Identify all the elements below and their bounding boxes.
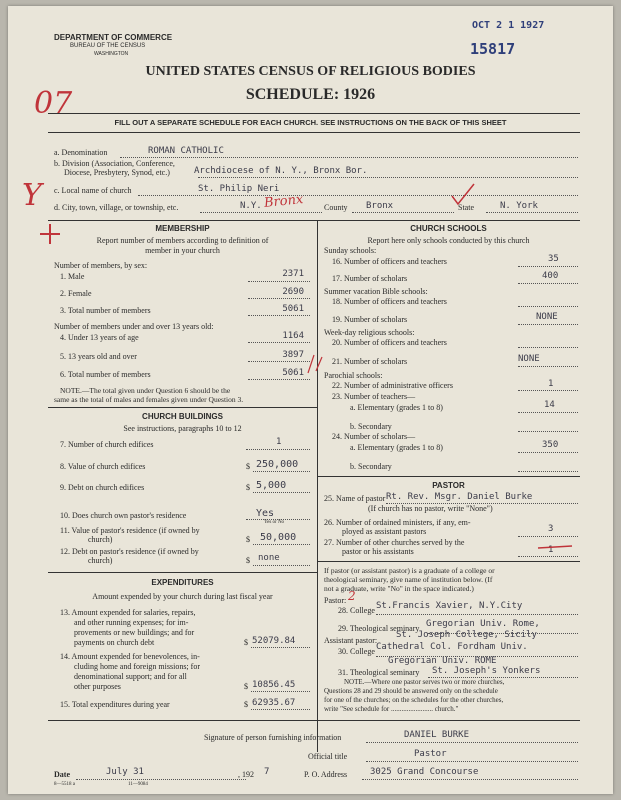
residence-value-amount: 50,000 — [260, 532, 297, 543]
header-rule-2 — [48, 132, 580, 133]
census-schedule-page — [8, 6, 613, 794]
edifices-value-amount: 250,000 — [256, 459, 299, 470]
residence-value-dollar: $ — [246, 535, 250, 544]
elementary-scholars-value: 350 — [542, 440, 559, 450]
female-value: 2690 — [282, 287, 304, 297]
official-title-label: Official title — [308, 752, 348, 761]
owns-residence-label: 10. Does church own pastor's residence — [60, 511, 187, 520]
membership-note-1: NOTE.—The total given under Question 6 should be the — [60, 386, 231, 395]
sunday-scholars-label: 17. Number of scholars — [332, 274, 408, 283]
female-label: 2. Female — [60, 289, 92, 298]
schedule-title: SCHEDULE: 1926 — [245, 86, 376, 103]
total-members-value-1: 5061 — [282, 304, 304, 314]
over-13-value: 3897 — [282, 350, 304, 360]
assistants-line — [518, 536, 578, 537]
elementary-teachers-value: 14 — [544, 400, 555, 410]
pastor-college-line — [376, 614, 578, 615]
under-13-line — [248, 342, 310, 343]
buildings-intro: See instructions, paragraphs 10 to 12 — [123, 424, 242, 433]
county-line — [352, 212, 454, 213]
city-line — [200, 212, 322, 213]
over-13-line — [248, 361, 310, 362]
assistant-college-value: Cathedral Col. Fordham Univ. — [376, 642, 528, 652]
male-label: 1. Male — [60, 272, 85, 281]
parochial-schools-head: Parochial schools: — [324, 371, 383, 380]
schools-bottom-rule — [317, 476, 580, 477]
running-expenses-label-1: 13. Amount expended for salaries, repairs, — [60, 608, 196, 617]
edifices-value-line — [253, 471, 310, 472]
signature-label: Signature of person furnishing information — [204, 733, 342, 742]
residence-debt-dollar: $ — [246, 556, 250, 565]
date-line — [76, 779, 246, 780]
division-line — [198, 177, 578, 178]
assistants-label-2: ployed as assistant pastors — [342, 527, 427, 536]
assistant-college-extra: St. Joseph College, Sicily — [396, 630, 537, 640]
pastor-education-head: Pastor: — [324, 596, 347, 605]
assistant-education-head: Assistant pastor: — [324, 636, 378, 645]
pastor-college-label: 28. College — [338, 606, 375, 615]
assistant-seminary-label: 31. Theological seminary — [338, 668, 420, 677]
sunday-teachers-label: 16. Number of officers and teachers — [332, 257, 447, 266]
residence-debt-label-2: church) — [88, 556, 113, 565]
members-by-sex-head: Number of members, by sex: — [54, 261, 148, 270]
denomination-label: a. Denomination — [54, 148, 108, 157]
division-label-1: b. Division (Association, Conference, — [54, 159, 175, 168]
city-handwritten: Bronx — [263, 191, 304, 212]
form-title: UNITED STATES CENSUS OF RELIGIOUS BODIES — [145, 64, 476, 79]
education-intro-3: not a graduate, write "No" in the space indicated.) — [324, 584, 474, 593]
signature-line — [366, 742, 578, 743]
sunday-schools-head: Sunday schools: — [324, 246, 377, 255]
date-value: July 31 — [106, 767, 144, 777]
admin-officers-value: 1 — [548, 379, 554, 389]
vacation-scholars-value: NONE — [536, 312, 558, 322]
total-expenditures-amount: 62935.67 — [252, 698, 296, 708]
pastor-seminary-label: 29. Theological seminary — [338, 624, 420, 633]
county-label: County — [324, 203, 348, 212]
red-underline-mark — [536, 542, 576, 554]
department-name: DEPARTMENT OF COMMERCE — [54, 33, 173, 42]
assistants-value: 3 — [548, 524, 554, 534]
vacation-teachers-label: 18. Number of officers and teachers — [332, 297, 447, 306]
bureau-name: BUREAU OF THE CENSUS — [70, 43, 146, 49]
running-expenses-line — [251, 647, 310, 648]
running-expenses-label-3: provements or new buildings; and for — [74, 628, 195, 637]
total-members-value-2: 5061 — [282, 368, 304, 378]
church-name-label: c. Local name of church — [54, 186, 132, 195]
expenditures-intro: Amount expended by your church during last fiscal year — [92, 592, 273, 601]
benevolences-amount: 10856.45 — [252, 680, 296, 690]
po-address-line — [362, 779, 578, 780]
edifices-value-label: 8. Value of church edifices — [60, 462, 146, 471]
edifices-debt-dollar: $ — [246, 483, 250, 492]
division-label-2: Diocese, Presbytery, Synod, etc.) — [64, 168, 170, 177]
pastor-name-label: 25. Name of pastor — [324, 494, 386, 503]
edifices-debt-line — [253, 492, 310, 493]
secondary-scholars-label: b. Secondary — [350, 462, 392, 471]
vacation-scholars-line — [518, 324, 578, 325]
benevolences-line — [251, 691, 310, 692]
schools-intro: Report here only schools conducted by this church — [367, 236, 530, 245]
expenditures-title: EXPENDITURES — [151, 578, 214, 587]
residence-debt-label-1: 12. Debt on pastor's residence (if owned by — [60, 547, 199, 556]
division-value: Archdiocese of N. Y., Bronx Bor. — [194, 166, 368, 176]
weekday-teachers-line — [518, 347, 578, 348]
assistant-college-value-2: Gregorian Univ. ROME — [388, 656, 497, 666]
residence-value-label-1: 11. Value of pastor's residence (if owned by — [60, 526, 200, 535]
benevolences-dollar: $ — [244, 682, 248, 691]
city-label: d. City, town, village, or township, etc. — [54, 203, 179, 212]
sunday-scholars-line — [518, 283, 578, 284]
over-13-label: 5. 13 years old and over — [60, 352, 137, 361]
edifices-count-label: 7. Number of church edifices — [60, 440, 154, 449]
year-prefix: , 192 — [238, 770, 254, 779]
other-churches-label-1: 27. Number of other churches served by the — [324, 538, 465, 547]
weekday-schools-head: Week-day religious schools: — [324, 328, 415, 337]
pastor-name-hint: (If church has no pastor, write "None") — [368, 504, 493, 513]
pastor-note-4: write "See schedule for ........................ church." — [324, 705, 459, 713]
pastor-note-2: Questions 28 and 29 should be answered only on the schedule — [324, 687, 498, 695]
assistant-college-label: 30. College — [338, 647, 375, 656]
received-date-stamp: OCT 2 1 1927 — [472, 20, 545, 31]
scholars-head: 24. Number of scholars— — [332, 432, 416, 441]
teachers-head: 23. Number of teachers— — [332, 392, 416, 401]
benevolences-label-2: cluding home and foreign missions; for — [74, 662, 200, 671]
total-members-label-1: 3. Total number of members — [60, 306, 151, 315]
sunday-teachers-line — [518, 266, 578, 267]
total-members-line-2 — [248, 379, 310, 380]
vacation-schools-head: Summer vacation Bible schools: — [324, 287, 428, 296]
elementary-scholars-label: a. Elementary (grades 1 to 8) — [350, 443, 443, 452]
yes-no-hint: Yes or No — [264, 520, 285, 525]
membership-bottom-rule — [48, 407, 317, 408]
schools-title: CHURCH SCHOOLS — [410, 224, 487, 233]
members-by-age-head: Number of members under and over 13 years old: — [54, 322, 214, 331]
benevolences-label-1: 14. Amount expended for benevolences, in- — [60, 652, 200, 661]
running-expenses-dollar: $ — [244, 638, 248, 647]
total-members-label-2: 6. Total number of members — [60, 370, 151, 379]
form-number: 8—5518 a — [54, 782, 75, 787]
state-line — [486, 212, 578, 213]
other-churches-line — [518, 556, 578, 557]
other-churches-label-2: pastor or his assistants — [342, 547, 414, 556]
sunday-scholars-value: 400 — [542, 271, 559, 281]
running-expenses-label-2: and other running expenses; for im- — [74, 618, 189, 627]
edifices-debt-label: 9. Debt on church edifices — [60, 483, 145, 492]
female-line — [248, 298, 310, 299]
admin-officers-label: 22. Number of administrative officers — [332, 381, 453, 390]
education-intro-1: If pastor (or assistant pastor) is a graduate of a college or — [324, 566, 495, 575]
county-value: Bronx — [366, 201, 394, 211]
buildings-title: CHURCH BUILDINGS — [142, 412, 223, 421]
membership-note-2: same as the total of males and females given under Question 3. — [54, 395, 244, 404]
pastor-seminary-value: Gregorian Univ. Rome, — [426, 619, 540, 629]
edifices-value-dollar: $ — [246, 462, 250, 471]
print-number: 11—9084 — [128, 782, 148, 787]
residence-value-line — [253, 544, 310, 545]
city-value: N.Y. — [240, 201, 262, 211]
buildings-bottom-rule — [48, 572, 317, 573]
header-rule — [48, 113, 580, 114]
sections-bottom-rule — [48, 720, 580, 721]
secondary-teachers-label: b. Secondary — [350, 422, 392, 431]
year-digit: 7 — [264, 767, 270, 777]
membership-intro-1: Report number of members according to definition of — [96, 236, 269, 245]
denomination-line — [120, 157, 578, 158]
vacation-scholars-label: 19. Number of scholars — [332, 315, 408, 324]
pastor-note-1: NOTE.—Where one pastor serves two or more churches, — [344, 678, 505, 686]
red-check-mark — [448, 182, 478, 212]
edifices-debt-amount: 5,000 — [256, 480, 287, 491]
secondary-teachers-line — [518, 431, 578, 432]
official-title-line — [366, 761, 578, 762]
residence-debt-amount: none — [258, 553, 280, 563]
male-value: 2371 — [282, 269, 304, 279]
church-name-value: St. Philip Neri — [198, 184, 280, 194]
under-13-label: 4. Under 13 years of age — [60, 333, 139, 342]
residence-value-label-2: church) — [88, 535, 113, 544]
sunday-teachers-value: 35 — [548, 254, 559, 264]
weekday-scholars-value: NONE — [518, 354, 540, 364]
residence-debt-line — [253, 565, 310, 566]
edifices-count-line — [246, 449, 310, 450]
date-label: Date — [54, 770, 70, 779]
signature-value: DANIEL BURKE — [404, 730, 470, 740]
membership-intro-2: member in your church — [145, 246, 220, 255]
margin-check-mark: Y — [22, 178, 42, 213]
weekday-teachers-label: 20. Number of officers and teachers — [332, 338, 447, 347]
pastor-note-3: for one of the churches; on the schedules for the other churches, — [324, 696, 504, 704]
total-expenditures-dollar: $ — [244, 700, 248, 709]
handwritten-code: 07 — [34, 86, 73, 121]
weekday-scholars-line — [518, 366, 578, 367]
church-name-line — [138, 195, 578, 196]
file-number-stamp: 15817 — [470, 40, 516, 58]
pastor-college-value: St.Francis Xavier, N.Y.City — [376, 601, 523, 611]
instruction-banner: FILL OUT A SEPARATE SCHEDULE FOR EACH CHURCH. SEE INSTRUCTIONS ON THE BACK OF THIS SHEET — [114, 118, 507, 127]
state-label: State — [458, 203, 474, 212]
official-title-value: Pastor — [414, 749, 447, 759]
po-address-value: 3025 Grand Concourse — [370, 767, 479, 777]
owns-residence-value: Yes — [256, 508, 275, 519]
vacation-teachers-line — [518, 306, 578, 307]
running-expenses-amount: 52079.84 — [252, 636, 296, 646]
membership-title: MEMBERSHIP — [155, 224, 210, 233]
total-expenditures-line — [251, 709, 310, 710]
bureau-city: WASHINGTON — [94, 51, 129, 57]
total-members-line-1 — [248, 315, 310, 316]
benevolences-label-3: denominational support; and for all — [74, 672, 187, 681]
pastor-mid-rule — [317, 561, 580, 562]
secondary-scholars-line — [518, 471, 578, 472]
elementary-teachers-label: a. Elementary (grades 1 to 8) — [350, 403, 443, 412]
total-expenditures-label: 15. Total expenditures during year — [60, 700, 170, 709]
state-value: N. York — [500, 201, 538, 211]
male-line — [248, 281, 310, 282]
elementary-scholars-line — [518, 452, 578, 453]
running-expenses-label-4: payments on church debt — [74, 638, 155, 647]
education-intro-2: theological seminary, give name of institution below. (If — [324, 575, 493, 584]
assistants-label-1: 26. Number of ordained ministers, if any, em- — [324, 518, 471, 527]
denomination-value: ROMAN CATHOLIC — [148, 146, 224, 156]
admin-officers-line — [518, 390, 578, 391]
pastor-title: PASTOR — [432, 481, 465, 490]
other-churches-value: 1 — [548, 545, 554, 555]
assistant-seminary-value: St. Joseph's Yonkers — [432, 666, 541, 676]
pastor-name-value: Rt. Rev. Msgr. Daniel Burke — [386, 492, 533, 502]
elementary-teachers-line — [518, 412, 578, 413]
under-13-value: 1164 — [282, 331, 304, 341]
benevolences-label-4: other purposes — [74, 682, 121, 691]
po-address-label: P. O. Address — [304, 770, 348, 779]
section-top-rule — [48, 220, 580, 221]
weekday-scholars-label: 21. Number of scholars — [332, 357, 408, 366]
pastor-mark-2: 2 — [348, 589, 356, 603]
edifices-count-value: 1 — [276, 437, 282, 447]
